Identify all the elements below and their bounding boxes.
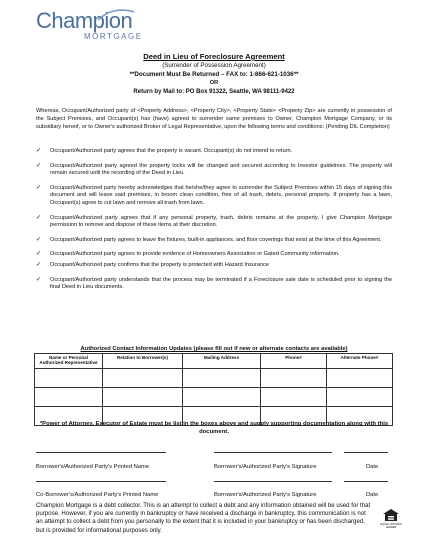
equal-housing-label: EQUAL HOUSING LENDER — [380, 523, 402, 529]
address-cell[interactable] — [183, 388, 261, 407]
checkmark-icon: ✓ — [36, 214, 42, 221]
clause-item — [36, 163, 392, 178]
clause-item — [36, 185, 392, 208]
fax-instruction: **Document Must Be Returned – FAX to: 1-866-621-1036** — [129, 71, 299, 78]
column-header-address: Mailing Address — [183, 354, 261, 369]
logo-swoosh-icon — [96, 8, 136, 22]
clause-text: Occupant/Authorized party hereby acknowledges that he/she/they agree to surrender the Subject Premises within 15 days of signing this document and will leave said premises, in broom clean condition, free of all trash, debris, personal property. If property has a lawn, Occupant(s) agree to cut lawn and remove all trash from lawn. — [50, 184, 392, 206]
clause-item — [36, 251, 392, 259]
checkmark-icon: ✓ — [36, 261, 42, 268]
checkmark-icon: ✓ — [36, 236, 42, 243]
name-cell[interactable] — [35, 388, 103, 407]
checkmark-icon: ✓ — [36, 162, 42, 169]
checkmark-icon: ✓ — [36, 251, 42, 258]
clause-text: Occupant/Authorized party understands that the process may be terminated if a Foreclosure sale date is scheduled prior to signing the final Deed in Lieu documents. — [50, 276, 392, 291]
relation-cell[interactable] — [103, 388, 183, 407]
document-title: Deed in Lieu of Foreclosure Agreement — [143, 52, 285, 61]
clause-text: Occupant/Authorized party confirms that the property is protected with Hazard Insurance — [50, 261, 269, 268]
column-header-name: Name or Personal Authorized Representative — [35, 354, 103, 369]
column-header-alt-phone: Alternate Phone# — [327, 354, 393, 369]
date-label: Date — [366, 492, 379, 498]
power-of-attorney-note: *Power of Attorney, Executor of Estate must be list in the boxes above and supply supporting documentation along with this document. — [39, 421, 389, 435]
date-line[interactable] — [344, 452, 388, 453]
borrower-name-label: Borrower's/Authorized Party's Printed Name — [36, 464, 150, 470]
address-cell[interactable] — [183, 369, 261, 388]
or-separator: OR — [209, 80, 219, 86]
relation-cell[interactable] — [103, 369, 183, 388]
name-cell[interactable] — [35, 369, 103, 388]
date-line[interactable] — [344, 481, 388, 482]
alt-phone-cell[interactable] — [327, 388, 393, 407]
intro-paragraph: Whereas, Occupant/Authorized party of <Property Address>, <Property City>, <Property State> <Property Zip> are currently in possession of the Subject Premises, and Occupant(s) has (have) agreed to surrender same premises to Owner, Champion Mortgage Company, or its subsidiary hereof, or to Owner's authorized Broker of Legal Representative, upon the following terms and conditions: (Pending DIL Completion) — [36, 108, 392, 130]
borrower-name-line[interactable] — [36, 452, 166, 453]
checkmark-icon: ✓ — [36, 276, 42, 283]
clause-text: Occupant/Authorized party agrees that the property is vacant. Occupant(s) do not intend to return. — [50, 148, 293, 154]
logo-subword: MORTGAGE — [84, 32, 143, 41]
phone-cell[interactable] — [261, 388, 327, 407]
column-header-phone: Phone# — [261, 354, 327, 369]
logo-wordmark: Champion — [36, 8, 133, 33]
debt-collector-disclaimer: Champion Mortgage is a debt collector. This is an attempt to collect a debt and any information obtained will be used for that purpose. However, if you are currently in bankruptcy or have received a discharge in bankruptcy, this communication is not an attempt to collect a debt from you personally to the extent that it is included in your bankruptcy or has been discharged, but is provided for informational purposes only. — [36, 502, 371, 534]
clause-item — [36, 262, 392, 270]
agreement-clauses — [36, 148, 392, 292]
column-header-relation: Relation to Borrower(s) — [103, 354, 183, 369]
mail-instruction: Return by Mail to: PO Box 91322, Seattle, WA 98111-9422 — [133, 89, 295, 95]
clause-item — [36, 277, 392, 292]
coborrower-name-label: Co-Borrower's/Authorized Party's Printed Name — [36, 492, 159, 498]
document-subtitle: (Surrender of Possession Agreement) — [162, 62, 266, 69]
alt-phone-cell[interactable] — [327, 369, 393, 388]
checkmark-icon: ✓ — [36, 148, 42, 154]
contacts-table-title: Authorized Contact Information Updates (please fill out if new or alternate contacts are available) — [80, 346, 348, 352]
coborrower-signature-line[interactable] — [214, 481, 332, 482]
contacts-table — [34, 353, 393, 426]
clause-item — [36, 215, 392, 230]
equal-housing-icon — [382, 508, 400, 522]
borrower-signature-line[interactable] — [214, 452, 332, 453]
phone-cell[interactable] — [261, 369, 327, 388]
clause-item — [36, 237, 392, 245]
clause-text: Occupant/Authorized party agrees to provide evidence of Homeowners Association or Gated Community information. — [50, 251, 340, 258]
date-label: Date — [366, 464, 379, 470]
table-row — [35, 388, 393, 407]
coborrower-name-line[interactable] — [36, 481, 166, 482]
borrower-signature-label: Borrower's/Authorized Party's Signature — [214, 464, 317, 470]
table-header-row — [35, 354, 393, 369]
clause-text: Occupant/Authorized party agrees that if any personal property, trash, debris remains at the property, I give Champion Mortgage permission to remove and dispose of these items at their discretion. — [50, 214, 392, 229]
champion-mortgage-logo — [36, 8, 146, 46]
table-row — [35, 369, 393, 388]
coborrower-signature-label: Borrower's/Authorized Party's Signature — [214, 492, 317, 498]
clause-text: Occupant/Authorized party agrees to leave the fixtures, built-in appliances, and floor coverings that exist at the time of this Agreement. — [50, 236, 382, 243]
clause-item — [36, 148, 392, 156]
clause-text: Occupant/Authorized party agreed the property locks will be changed and secured according to Investor guidelines. The property will remain secured until the recording of the Deed in Lieu. — [50, 162, 392, 177]
checkmark-icon: ✓ — [36, 184, 42, 191]
